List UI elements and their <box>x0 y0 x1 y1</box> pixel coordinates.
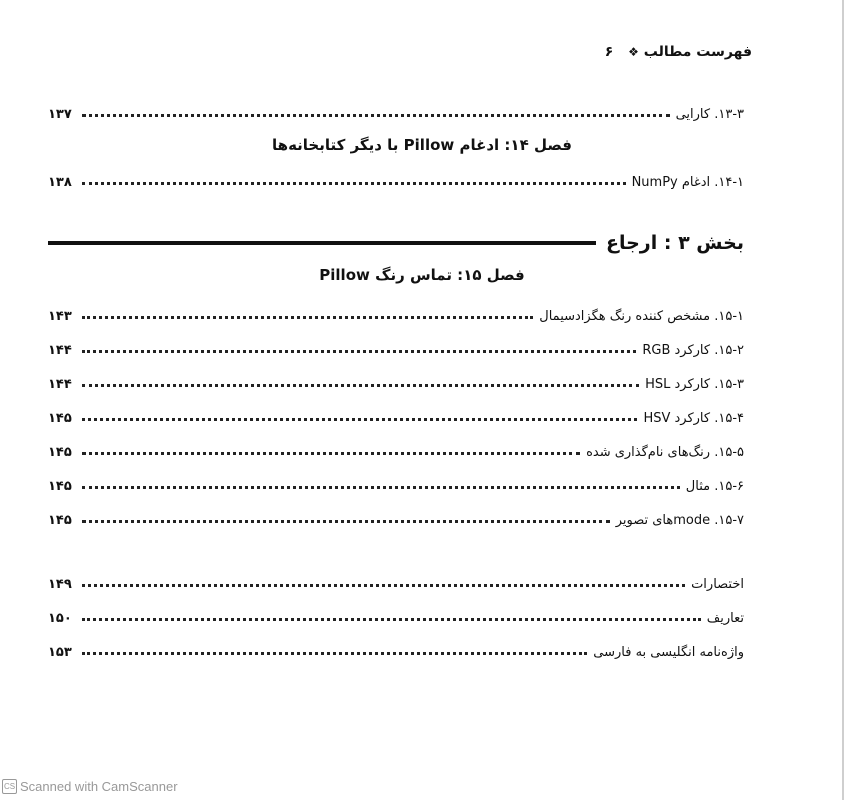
entry-page: ۱۵۰ <box>48 611 72 626</box>
entry-label: ۱۵-۳. کارکرد HSL <box>645 377 744 392</box>
entry-page: ۱۴۵ <box>48 479 72 494</box>
dot-leader <box>82 584 685 587</box>
entry-page: ۱۴۳ <box>48 309 72 324</box>
entry-label: ۱۳-۳. کارایی <box>675 107 744 122</box>
entry-label: ۱۵-۷. modeهای تصویر <box>615 513 744 528</box>
dot-leader <box>82 486 680 489</box>
entry-label: ۱۵-۴. کارکرد HSV <box>643 411 744 426</box>
toc-entry[interactable] <box>48 100 744 122</box>
entry-page: ۱۵۳ <box>48 645 72 660</box>
toc-entry[interactable] <box>48 604 744 626</box>
entry-label: واژه‌نامه انگلیسی به فارسی <box>593 645 744 660</box>
entry-label: ۱۵-۲. کارکرد RGB <box>642 343 744 358</box>
header-page-number: ۶ <box>604 44 614 60</box>
entry-page: ۱۴۴ <box>48 343 72 358</box>
dot-leader <box>82 114 670 117</box>
chapter-heading: فصل ۱۴: ادغام Pillow با دیگر کتابخانه‌ها <box>272 136 572 154</box>
entry-label: ۱۵-۱. مشخص کننده رنگ هگزادسیمال <box>539 309 744 324</box>
toc-entry[interactable] <box>48 370 744 392</box>
entry-page: ۱۴۵ <box>48 411 72 426</box>
part-heading <box>48 228 744 258</box>
toc-entry[interactable] <box>48 506 744 528</box>
dot-leader <box>82 316 533 319</box>
entry-page: ۱۴۵ <box>48 513 72 528</box>
camscanner-logo-icon: CS <box>2 779 17 794</box>
entry-page: ۱۴۵ <box>48 445 72 460</box>
dot-leader <box>82 384 639 387</box>
entry-label: ۱۵-۶. مثال <box>685 479 744 494</box>
dot-leader <box>82 182 626 185</box>
scanner-watermark <box>2 779 178 794</box>
entry-page: ۱۴۹ <box>48 577 72 592</box>
entry-page: ۱۳۷ <box>48 107 72 122</box>
toc-entry[interactable] <box>48 570 744 592</box>
chapter-heading: فصل ۱۵: تماس رنگ Pillow <box>319 266 525 284</box>
part-title: بخش ۳ : ارجاع <box>605 232 744 254</box>
dot-leader <box>82 618 701 621</box>
entry-label: ۱۵-۵. رنگ‌های نام‌گذاری شده <box>586 445 744 460</box>
part-rule <box>48 241 596 245</box>
ornament-icon: ❖ <box>628 45 639 59</box>
dot-leader <box>82 652 587 655</box>
toc-entry[interactable] <box>48 168 744 190</box>
entry-label: اختصارات <box>691 577 744 592</box>
entry-page: ۱۴۴ <box>48 377 72 392</box>
entry-label: ۱۴-۱. ادغام NumPy <box>631 175 744 190</box>
toc-entry[interactable] <box>48 438 744 460</box>
page-header <box>595 44 752 60</box>
dot-leader <box>82 418 637 421</box>
toc-entry[interactable] <box>48 336 744 358</box>
watermark-text: Scanned with CamScanner <box>20 779 178 794</box>
toc-entry[interactable] <box>48 638 744 660</box>
dot-leader <box>82 520 610 523</box>
entry-label: تعاریف <box>706 611 744 626</box>
entry-page: ۱۳۸ <box>48 175 72 190</box>
toc-entry[interactable] <box>48 302 744 324</box>
header-title: فهرست مطالب <box>643 44 752 60</box>
toc-entry[interactable] <box>48 404 744 426</box>
toc-entry[interactable] <box>48 472 744 494</box>
dot-leader <box>82 350 636 353</box>
dot-leader <box>82 452 580 455</box>
